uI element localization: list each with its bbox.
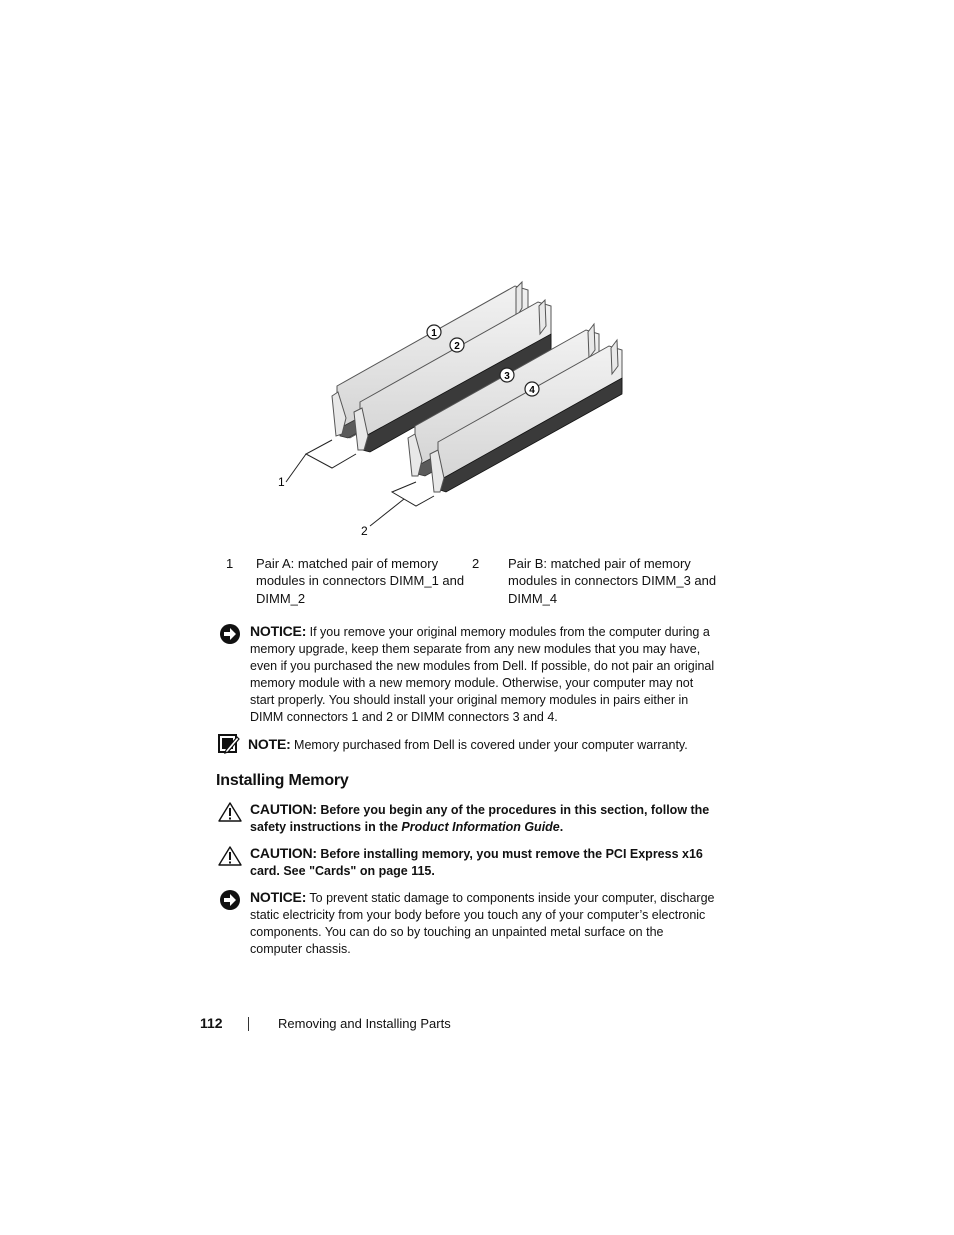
callout-2 <box>450 338 464 352</box>
caution-1-label: CAUTION: <box>250 801 317 817</box>
caution-triangle-icon <box>218 801 242 823</box>
note-1-label: NOTE: <box>248 736 291 752</box>
page-number: 112 <box>200 1015 223 1031</box>
notice-2-label: NOTICE: <box>250 889 307 905</box>
notice-1-label: NOTICE: <box>250 623 307 639</box>
notice-1-text: If you remove your original memory modules from the computer during a memory upgrade, keep them separate from any new modules that you may have, even if you purchased the new modules from Dell. If possible, do not pair an original memory module with a new memory module. Otherwise, your computer may not start properly. You should install your original memory modules in pairs either in DIMM connectors 1 and 2 or DIMM connectors 3 and 4. <box>250 625 715 724</box>
memory-modules-illustration <box>270 278 640 546</box>
pair-b-label: 2 <box>361 524 368 538</box>
callout-3 <box>500 368 514 382</box>
footer-divider <box>248 1017 249 1031</box>
callout-1-label: 1 <box>431 328 437 339</box>
note-pencil-icon <box>218 734 240 754</box>
section-heading: Installing Memory <box>216 772 349 789</box>
notice-arrow-icon <box>218 889 242 911</box>
notice-2-text: To prevent static damage to components inside your computer, discharge static electricity from your body before you touch any of your computer’s electronic components. You can do so by touching an unpainted metal surface on the computer chassis. <box>250 891 715 956</box>
pair-a-label: 1 <box>278 475 285 489</box>
caution-2 <box>218 845 718 880</box>
pair-a-leader <box>286 440 356 482</box>
caution-2-label: CAUTION: <box>250 845 317 861</box>
callout-1 <box>427 325 441 339</box>
callout-3-label: 3 <box>504 371 510 382</box>
caution-2-text: Before installing memory, you must remove the PCI Express x16 card. See "Cards" on page 115. <box>250 847 703 878</box>
callout-4-label: 4 <box>529 385 535 396</box>
notice-arrow-icon <box>218 623 242 645</box>
legend-1-number: 1 <box>226 556 234 571</box>
callout-2-label: 2 <box>454 341 460 352</box>
note-1 <box>218 736 718 754</box>
notice-2 <box>218 889 718 958</box>
pair-b-leader <box>370 482 434 526</box>
legend-1-text: Pair A: matched pair of memory modules in connectors DIMM_1 and DIMM_2 <box>256 556 465 606</box>
caution-1-guide-title: Product Information Guide <box>401 820 560 834</box>
caution-1 <box>218 801 718 836</box>
caution-triangle-icon <box>218 845 242 867</box>
legend-2-number: 2 <box>472 556 480 571</box>
caution-1-text: Before you begin any of the procedures in this section, follow the safety instructions in the <box>250 803 710 834</box>
legend-2-text: Pair B: matched pair of memory modules in connectors DIMM_3 and DIMM_4 <box>508 556 717 606</box>
callout-4 <box>525 382 539 396</box>
notice-1 <box>218 623 718 726</box>
note-1-text: Memory purchased from Dell is covered under your computer warranty. <box>294 738 688 752</box>
footer-section-title: Removing and Installing Parts <box>278 1016 451 1031</box>
caution-1-text-end: . <box>559 820 564 834</box>
